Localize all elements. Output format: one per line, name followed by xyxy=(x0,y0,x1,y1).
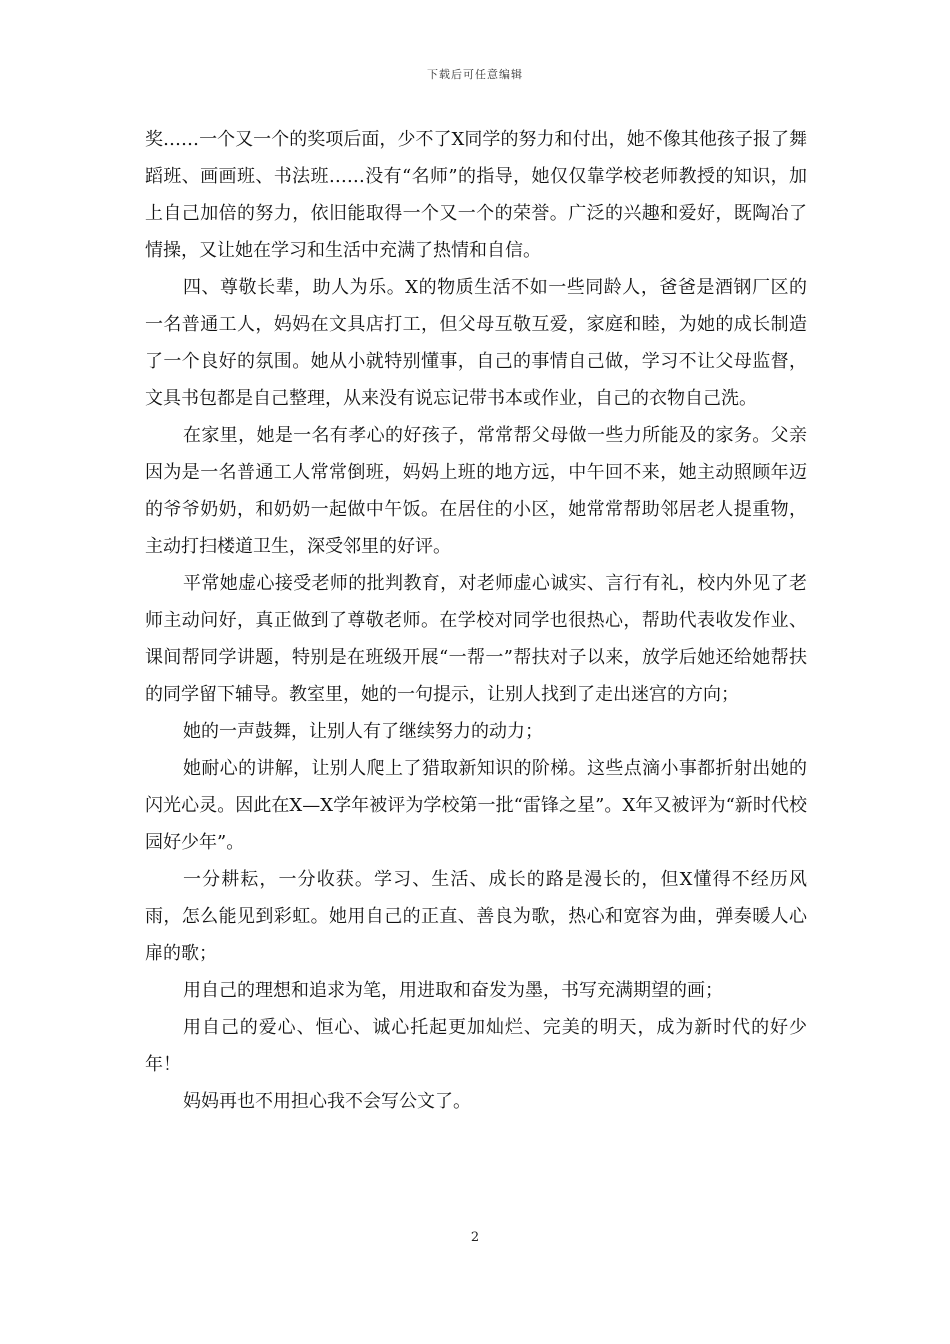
paragraph-harvest: 一分耕耘，一分收获。学习、生活、成长的路是漫长的，但X懂得不经历风雨，怎么能见到彩虹。她用自己的正直、善良为歌，热心和宽容为曲，弹奏暖人心扉的歌； xyxy=(145,869,807,964)
paragraph-awards: 奖……一个又一个的奖项后面，少不了X同学的努力和付出，她不像其他孩子报了舞蹈班、画画班、书法班……没有“名师”的指导，她仅仅靠学校老师教授的知识，加上自己加倍的努力，依旧能取得一个又一个的荣誉。广泛的兴趣和爱好，既陶冶了情操，又让她在学习和生活中充满了热情和自信。 xyxy=(145,129,807,261)
document-body xyxy=(145,121,807,1120)
page-number: 2 xyxy=(470,1230,480,1245)
paragraph-honors: 她耐心的讲解，让别人爬上了猎取新知识的阶梯。这些点滴小事都折射出她的闪光心灵。因此在X—X学年被评为学校第一批“雷锋之星”。X年又被评为“新时代校园好少年”。 xyxy=(145,758,807,853)
page-header: 下载后可任意编辑 xyxy=(427,68,523,81)
paragraph-encouragement: 她的一声鼓舞，让别人有了继续努力的动力； xyxy=(183,721,543,742)
paragraph-at-home: 在家里，她是一名有孝心的好孩子，常常帮父母做一些力所能及的家务。父亲因为是一名普通工人常常倒班，妈妈上班的地方远，中午回不来，她主动照顾年迈的爷爷奶奶，和奶奶一起做中午饭。在居住的小区，她常常帮助邻居老人提重物，主动打扫楼道卫生，深受邻里的好评。 xyxy=(145,425,807,557)
paragraph-respect-elders: 四、尊敬长辈，助人为乐。X的物质生活不如一些同龄人，爸爸是酒钢厂区的一名普通工人，妈妈在文具店打工，但父母互敬互爱，家庭和睦，为她的成长制造了一个良好的氛围。她从小就特别懂事，自己的事情自己做，学习不让父母监督，文具书包都是自己整理，从来没有说忘记带书本或作业，自己的衣物自己洗。 xyxy=(145,277,807,409)
paragraph-future: 用自己的爱心、恒心、诚心托起更加灿烂、完美的明天，成为新时代的好少年！ xyxy=(145,1017,807,1075)
paragraph-ideals: 用自己的理想和追求为笔，用进取和奋发为墨，书写充满期望的画； xyxy=(183,980,723,1001)
paragraph-at-school: 平常她虚心接受老师的批判教育，对老师虚心诚实、言行有礼，校内外见了老师主动问好，真正做到了尊敬老师。在学校对同学也很热心，帮助代表收发作业、课间帮同学讲题，特别是在班级开展“一帮一”帮扶对子以来，放学后她还给她帮扶的同学留下辅导。教室里，她的一句提示，让别人找到了走出迷宫的方向； xyxy=(145,573,807,705)
paragraph-closing: 妈妈再也不用担心我不会写公文了。 xyxy=(183,1091,471,1112)
